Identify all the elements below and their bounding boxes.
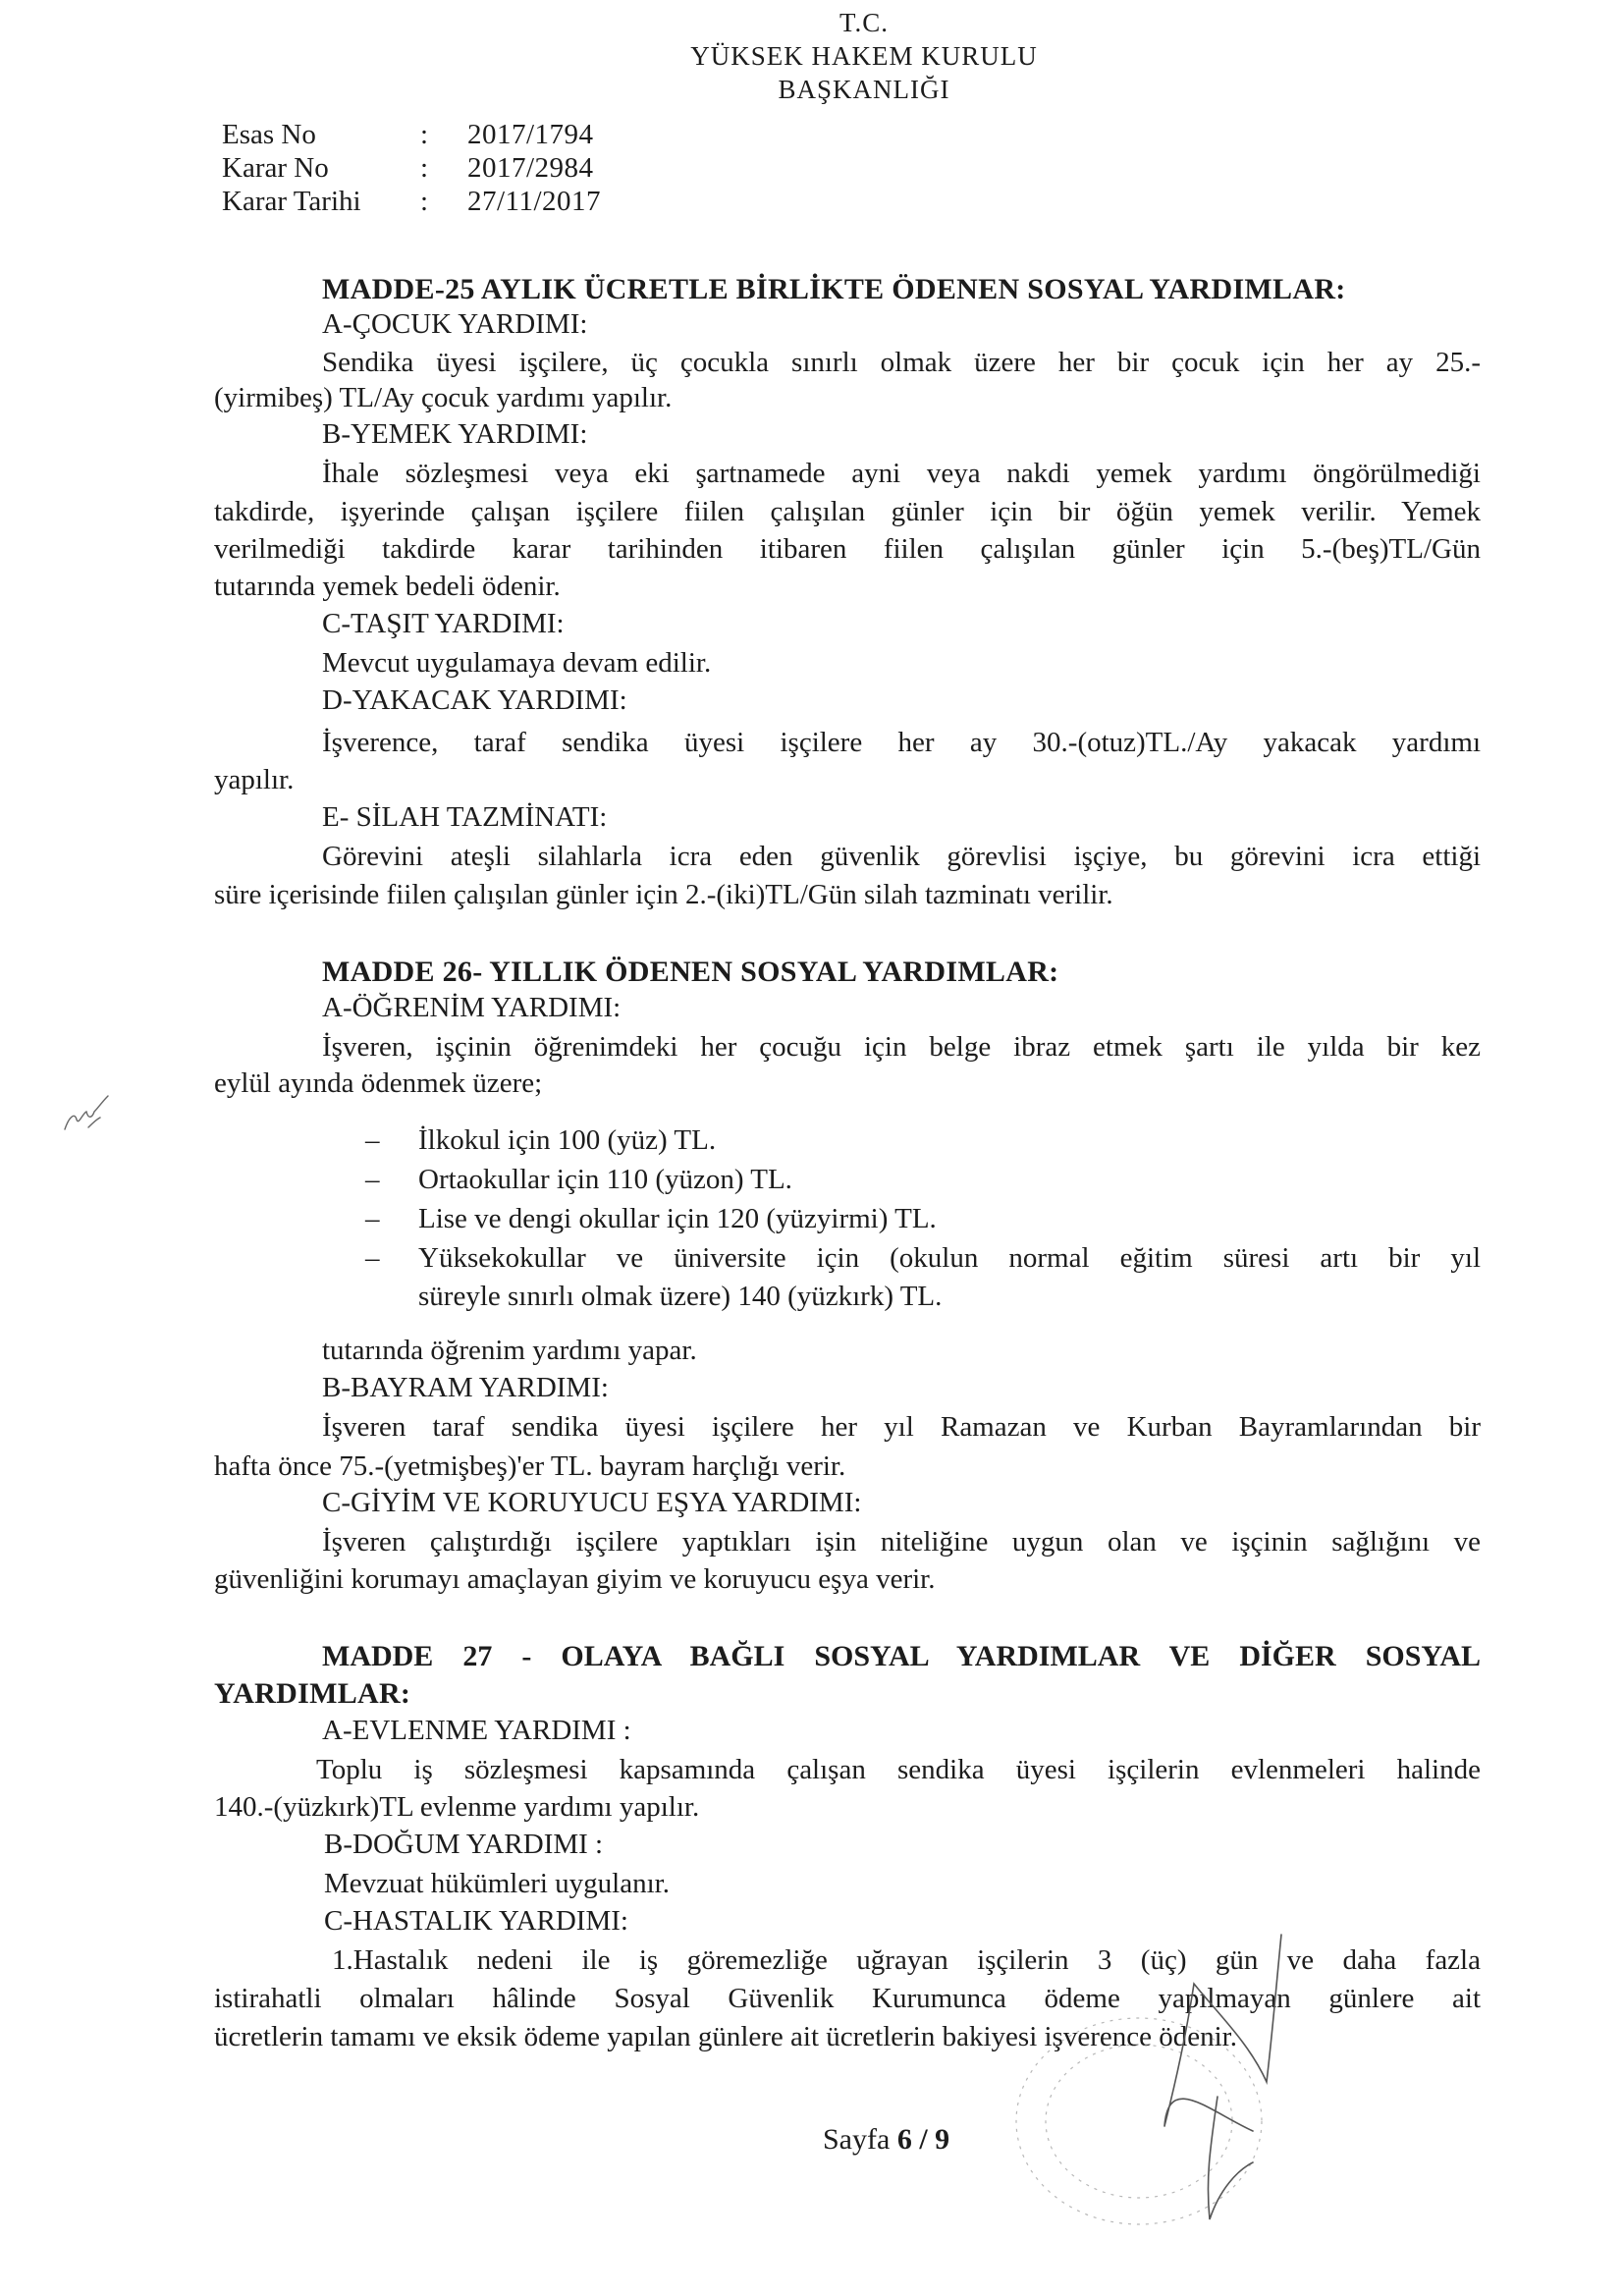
- birth-aid-title: B-DOĞUM YARDIMI :: [324, 1829, 604, 1860]
- paragraph-line: tutarında yemek bedeli ödenir.: [214, 571, 561, 602]
- child-aid-title: A-ÇOCUK YARDIMI:: [322, 308, 588, 340]
- decision-date-value: 27/11/2017: [467, 186, 602, 217]
- colon: :: [420, 119, 429, 150]
- paragraph-line: İşveren taraf sendika üyesi işçilere her yıl Ramazan ve Kurban Bayramlarından bir: [322, 1411, 1481, 1443]
- transport-aid-title: C-TAŞIT YARDIMI:: [322, 608, 565, 639]
- paragraph-line: Mevzuat hükümleri uygulanır.: [324, 1868, 670, 1899]
- paragraph-line: yapılır.: [214, 764, 295, 795]
- decision-date-label: Karar Tarihi: [222, 186, 361, 217]
- paragraph-line: Sendika üyesi işçilere, üç çocukla sınırlı olmak üzere her bir çocuk için her ay 25.-: [322, 347, 1481, 378]
- bullet-dash: –: [365, 1124, 380, 1156]
- page-number-value: 6 / 9: [896, 2123, 950, 2156]
- handwritten-initials: [59, 1090, 118, 1139]
- list-item: Lise ve dengi okullar için 120 (yüzyirmi) TL.: [418, 1203, 937, 1234]
- marriage-aid-title: A-EVLENME YARDIMI :: [322, 1715, 631, 1746]
- case-number-label: Esas No: [222, 119, 316, 150]
- holiday-aid-title: B-BAYRAM YARDIMI:: [322, 1372, 609, 1403]
- paragraph-line: Toplu iş sözleşmesi kapsamında çalışan sendika üyesi işçilerin evlenmeleri halinde: [316, 1754, 1481, 1785]
- bullet-dash: –: [365, 1203, 380, 1234]
- paragraph-line: (yirmibeş) TL/Ay çocuk yardımı yapılır.: [214, 382, 673, 413]
- paragraph-line: istirahatli olmaları hâlinde Sosyal Güvenlik Kurumunca ödeme yapılmayan günlere ait: [214, 1983, 1481, 2014]
- list-item: Ortaokullar için 110 (yüzon) TL.: [418, 1164, 792, 1195]
- official-stamp-and-signature: [992, 1925, 1286, 2239]
- page-number-prefix: Sayfa: [823, 2123, 897, 2156]
- case-info: [222, 118, 601, 218]
- weapon-compensation-title: E- SİLAH TAZMİNATI:: [322, 801, 608, 833]
- fuel-aid-title: D-YAKACAK YARDIMI:: [322, 684, 627, 716]
- bullet-dash: –: [365, 1242, 380, 1274]
- clothing-aid-title: C-GİYİM VE KORUYUCU EŞYA YARDIMI:: [322, 1487, 862, 1518]
- header-presidency: BAŞKANLIĞI: [778, 75, 950, 104]
- paragraph-line: İşveren, işçinin öğrenimdeki her çocuğu için belge ibraz etmek şartı ile yılda bir kez: [322, 1031, 1481, 1063]
- paragraph-line: güvenliğini korumayı amaçlayan giyim ve koruyucu eşya verir.: [214, 1563, 936, 1595]
- paragraph-line: ücretlerin tamamı ve eksik ödeme yapılan günlere ait ücretlerin bakiyesi işverence ödenir.: [214, 2021, 1237, 2052]
- article-26-title: MADDE 26- YILLIK ÖDENEN SOSYAL YARDIMLAR:: [322, 956, 1059, 988]
- list-item: Yüksekokullar ve üniversite için (okulun normal eğitim süresi artı bir yıl: [418, 1242, 1481, 1274]
- paragraph-line: 140.-(yüzkırk)TL evlenme yardımı yapılır.: [214, 1791, 700, 1823]
- article-25-title: MADDE-25 AYLIK ÜCRETLE BİRLİKTE ÖDENEN SOSYAL YARDIMLAR:: [322, 273, 1346, 305]
- paragraph-line: İşverence, taraf sendika üyesi işçilere her ay 30.-(otuz)TL./Ay yakacak yardımı: [322, 727, 1481, 758]
- decision-number-label: Karar No: [222, 152, 329, 184]
- header-institution: YÜKSEK HAKEM KURULU: [690, 41, 1038, 71]
- paragraph-line: süre içerisinde fiilen çalışılan günler için 2.-(iki)TL/Gün silah tazminatı verilir.: [214, 879, 1113, 910]
- meal-aid-title: B-YEMEK YARDIMI:: [322, 418, 588, 450]
- list-item-continuation: süreyle sınırlı olmak üzere) 140 (yüzkırk) TL.: [418, 1281, 943, 1312]
- article-27-title-continuation: YARDIMLAR:: [214, 1677, 411, 1710]
- header-tc: T.C.: [839, 8, 889, 37]
- sickness-aid-title: C-HASTALIK YARDIMI:: [324, 1905, 628, 1937]
- case-number-row: [222, 118, 601, 151]
- decision-date-row: [222, 185, 601, 218]
- colon: :: [420, 186, 429, 217]
- colon: :: [420, 152, 429, 184]
- paragraph-line: 1.Hastalık nedeni ile iş göremezliğe uğrayan işçilerin 3 (üç) gün ve daha fazla: [332, 1944, 1481, 1976]
- bullet-dash: –: [365, 1164, 380, 1195]
- decision-number-value: 2017/2984: [467, 152, 594, 184]
- case-number-value: 2017/1794: [467, 119, 594, 150]
- paragraph-line: İhale sözleşmesi veya eki şartnamede ayni veya nakdi yemek yardımı öngörülmediği: [322, 458, 1481, 489]
- paragraph-line: hafta önce 75.-(yetmişbeş)'er TL. bayram harçlığı verir.: [214, 1450, 846, 1482]
- page-number: [823, 2123, 949, 2157]
- education-aid-title: A-ÖĞRENİM YARDIMI:: [322, 992, 622, 1023]
- paragraph-line: Mevcut uygulamaya devam edilir.: [322, 647, 712, 679]
- paragraph-line: takdirde, işyerinde çalışan işçilere fiilen çalışılan günler için bir öğün yemek verilir. Yemek: [214, 496, 1481, 527]
- paragraph-line: İşveren çalıştırdığı işçilere yaptıkları işin niteliğine uygun olan ve işçinin sağlığını ve: [322, 1526, 1481, 1558]
- paragraph-line: tutarında öğrenim yardımı yapar.: [322, 1335, 697, 1366]
- article-27-title: MADDE 27 - OLAYA BAĞLI SOSYAL YARDIMLAR VE DİĞER SOSYAL: [322, 1640, 1481, 1672]
- list-item: İlkokul için 100 (yüz) TL.: [418, 1124, 717, 1156]
- paragraph-line: eylül ayında ödenmek üzere;: [214, 1067, 543, 1099]
- paragraph-line: verilmediği takdirde karar tarihinden itibaren fiilen çalışılan günler için 5.-(beş)TL/Gün: [214, 533, 1481, 565]
- paragraph-line: Görevini ateşli silahlarla icra eden güvenlik görevlisi işçiye, bu görevini icra ettiği: [322, 841, 1481, 872]
- decision-number-row: [222, 151, 601, 185]
